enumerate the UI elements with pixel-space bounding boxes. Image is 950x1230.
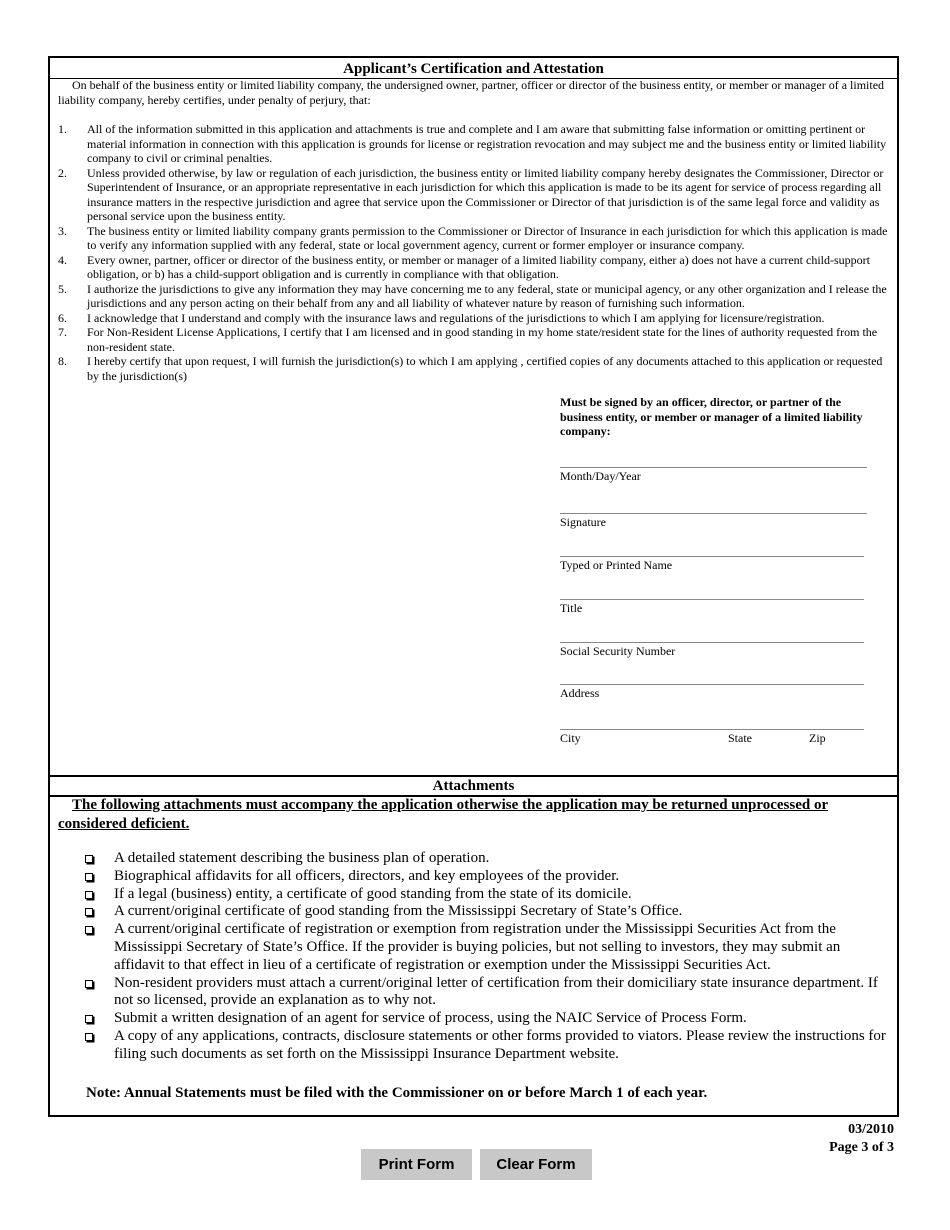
address-field[interactable] — [560, 684, 864, 685]
form-revision-date: 03/2010 — [848, 1122, 894, 1137]
ssn-field[interactable] — [560, 642, 864, 643]
checkbox-bullet-icon — [85, 855, 93, 863]
certification-title: Applicant’s Certification and Attestation — [50, 60, 897, 79]
clear-form-button[interactable]: Clear Form — [480, 1149, 592, 1180]
page-number: Page 3 of 3 — [829, 1140, 894, 1155]
list-item: Biographical affidavits for all officers, directors, and key employees of the provider. — [85, 868, 893, 886]
attachments-list — [85, 850, 893, 1064]
signature-instructions: Must be signed by an officer, director, or partner of the business entity, or member or manager of a limited liability company: — [560, 395, 863, 438]
checkbox-bullet-icon — [85, 908, 93, 916]
list-item: A copy of any applications, contracts, disclosure statements or other forms provided to viators. Please review the instructions for filing such documents as set forth on the Mississippi Insurance Department website. — [85, 1028, 893, 1064]
list-item: A current/original certificate of good standing from the Mississippi Secretary of State’s Office. — [85, 903, 893, 921]
ssn-label: Social Security Number — [560, 644, 676, 658]
address-label: Address — [560, 686, 600, 700]
certification-list — [58, 122, 890, 383]
printed-name-field[interactable] — [560, 556, 864, 557]
list-item: 8. I hereby certify that upon request, I will furnish the jurisdiction(s) to which I am applying , certified copies of any documents attached to this application or requested by the jurisdiction(s) — [58, 354, 883, 383]
checkbox-bullet-icon — [85, 1033, 93, 1041]
list-item: If a legal (business) entity, a certificate of good standing from the state of its domicile. — [85, 886, 893, 904]
list-item: 6. I acknowledge that I understand and comply with the insurance laws and regulations of the jurisdictions to which I am applying for licensure/registration. — [58, 310, 825, 325]
state-label: State — [728, 731, 752, 745]
printed-name-label: Typed or Printed Name — [560, 558, 673, 572]
signature-label: Signature — [560, 515, 606, 529]
title-field[interactable] — [560, 599, 864, 600]
checkbox-bullet-icon — [85, 1015, 93, 1023]
checkbox-bullet-icon — [85, 873, 93, 881]
signature-field[interactable] — [560, 513, 867, 514]
title-label: Title — [560, 601, 583, 615]
list-item: Submit a written designation of an agent for service of process, using the NAIC Service of Process Form. — [85, 1010, 893, 1028]
checkbox-bullet-icon — [85, 891, 93, 899]
attachments-title: Attachments — [50, 775, 897, 797]
list-item: Non-resident providers must attach a current/original letter of certification from their domiciliary state insurance department. If not so licensed, provide an explanation as to why not. — [85, 975, 893, 1011]
zip-label: Zip — [809, 731, 826, 745]
checkbox-bullet-icon — [85, 980, 93, 988]
list-item: 5. I authorize the jurisdictions to give any information they may have concerning me to any federal, state or municipal agency, or any other organization and I release the jurisdictions and any person acting on their behalf from any and all liability of whatever nature by reason of furnishing such information. — [58, 281, 887, 310]
list-item: 3. The business entity or limited liability company grants permission to the Commissioner or Director of Insurance in each jurisdiction for which this application is made to verify any information supplied with any federal, state or local government agency, current or former employer or insurance company. — [58, 223, 888, 252]
annual-statement-note: Note: Annual Statements must be filed with the Commissioner on or before March 1 of each year. — [86, 1085, 708, 1101]
list-item: A current/original certificate of registration or exemption from registration under the Mississippi Securities Act from the Mississippi Secretary of State’s Office. If the provider is buying policies, but not selling to investors, they may submit an affidavit to that effect in lieu of a certificate of registration or exemption under the Mississippi Securities Act. — [85, 921, 893, 974]
list-item: A detailed statement describing the business plan of operation. — [85, 850, 893, 868]
form-frame — [48, 56, 899, 1117]
attachments-intro: The following attachments must accompany the application otherwise the application may be returned unprocessed or considered deficient. — [58, 797, 829, 832]
certification-intro: On behalf of the business entity or limited liability company, the undersigned owner, partner, officer or director of the business entity, or member or manager of a limited liability company, hereby certifies, under penalty of perjury, that: — [58, 78, 885, 107]
list-item: 7. For Non-Resident License Applications, I certify that I am licensed and in good standing in my home state/resident state for the lines of authority requested from the non-resident state. — [58, 325, 878, 354]
date-field[interactable] — [560, 467, 867, 468]
checkbox-bullet-icon — [85, 926, 93, 934]
list-item: 1. All of the information submitted in this application and attachments is true and complete and I am aware that submitting false information or omitting pertinent or material information in connection with this application is grounds for license or registration revocation and may subject me and the business entity or limited liability company to civil or criminal penalties. — [58, 122, 887, 165]
print-form-button[interactable]: Print Form — [361, 1149, 472, 1180]
list-item: 4. Every owner, partner, officer or director of the business entity, or member or manager of a limited liability company, either a) does not have a current child-support obligation, or b) has a child-support obligation and is currently in compliance with that obligation. — [58, 252, 870, 281]
city-label: City — [560, 731, 581, 745]
date-label: Month/Day/Year — [560, 469, 641, 483]
list-item: 2. Unless provided otherwise, by law or regulation of each jurisdiction, the business entity or limited liability company hereby designates the Commissioner, Director or Superintendent of Insurance, or an appropriate representative in each jurisdiction for which this application is made to be its agent for service of process regarding all insurance matters in the respective jurisdiction and agree that service upon the Commissioner or Director of that jurisdiction is of the same legal force and validity as personal service upon the business entity. — [58, 165, 884, 223]
city-state-zip-field[interactable] — [560, 729, 864, 730]
